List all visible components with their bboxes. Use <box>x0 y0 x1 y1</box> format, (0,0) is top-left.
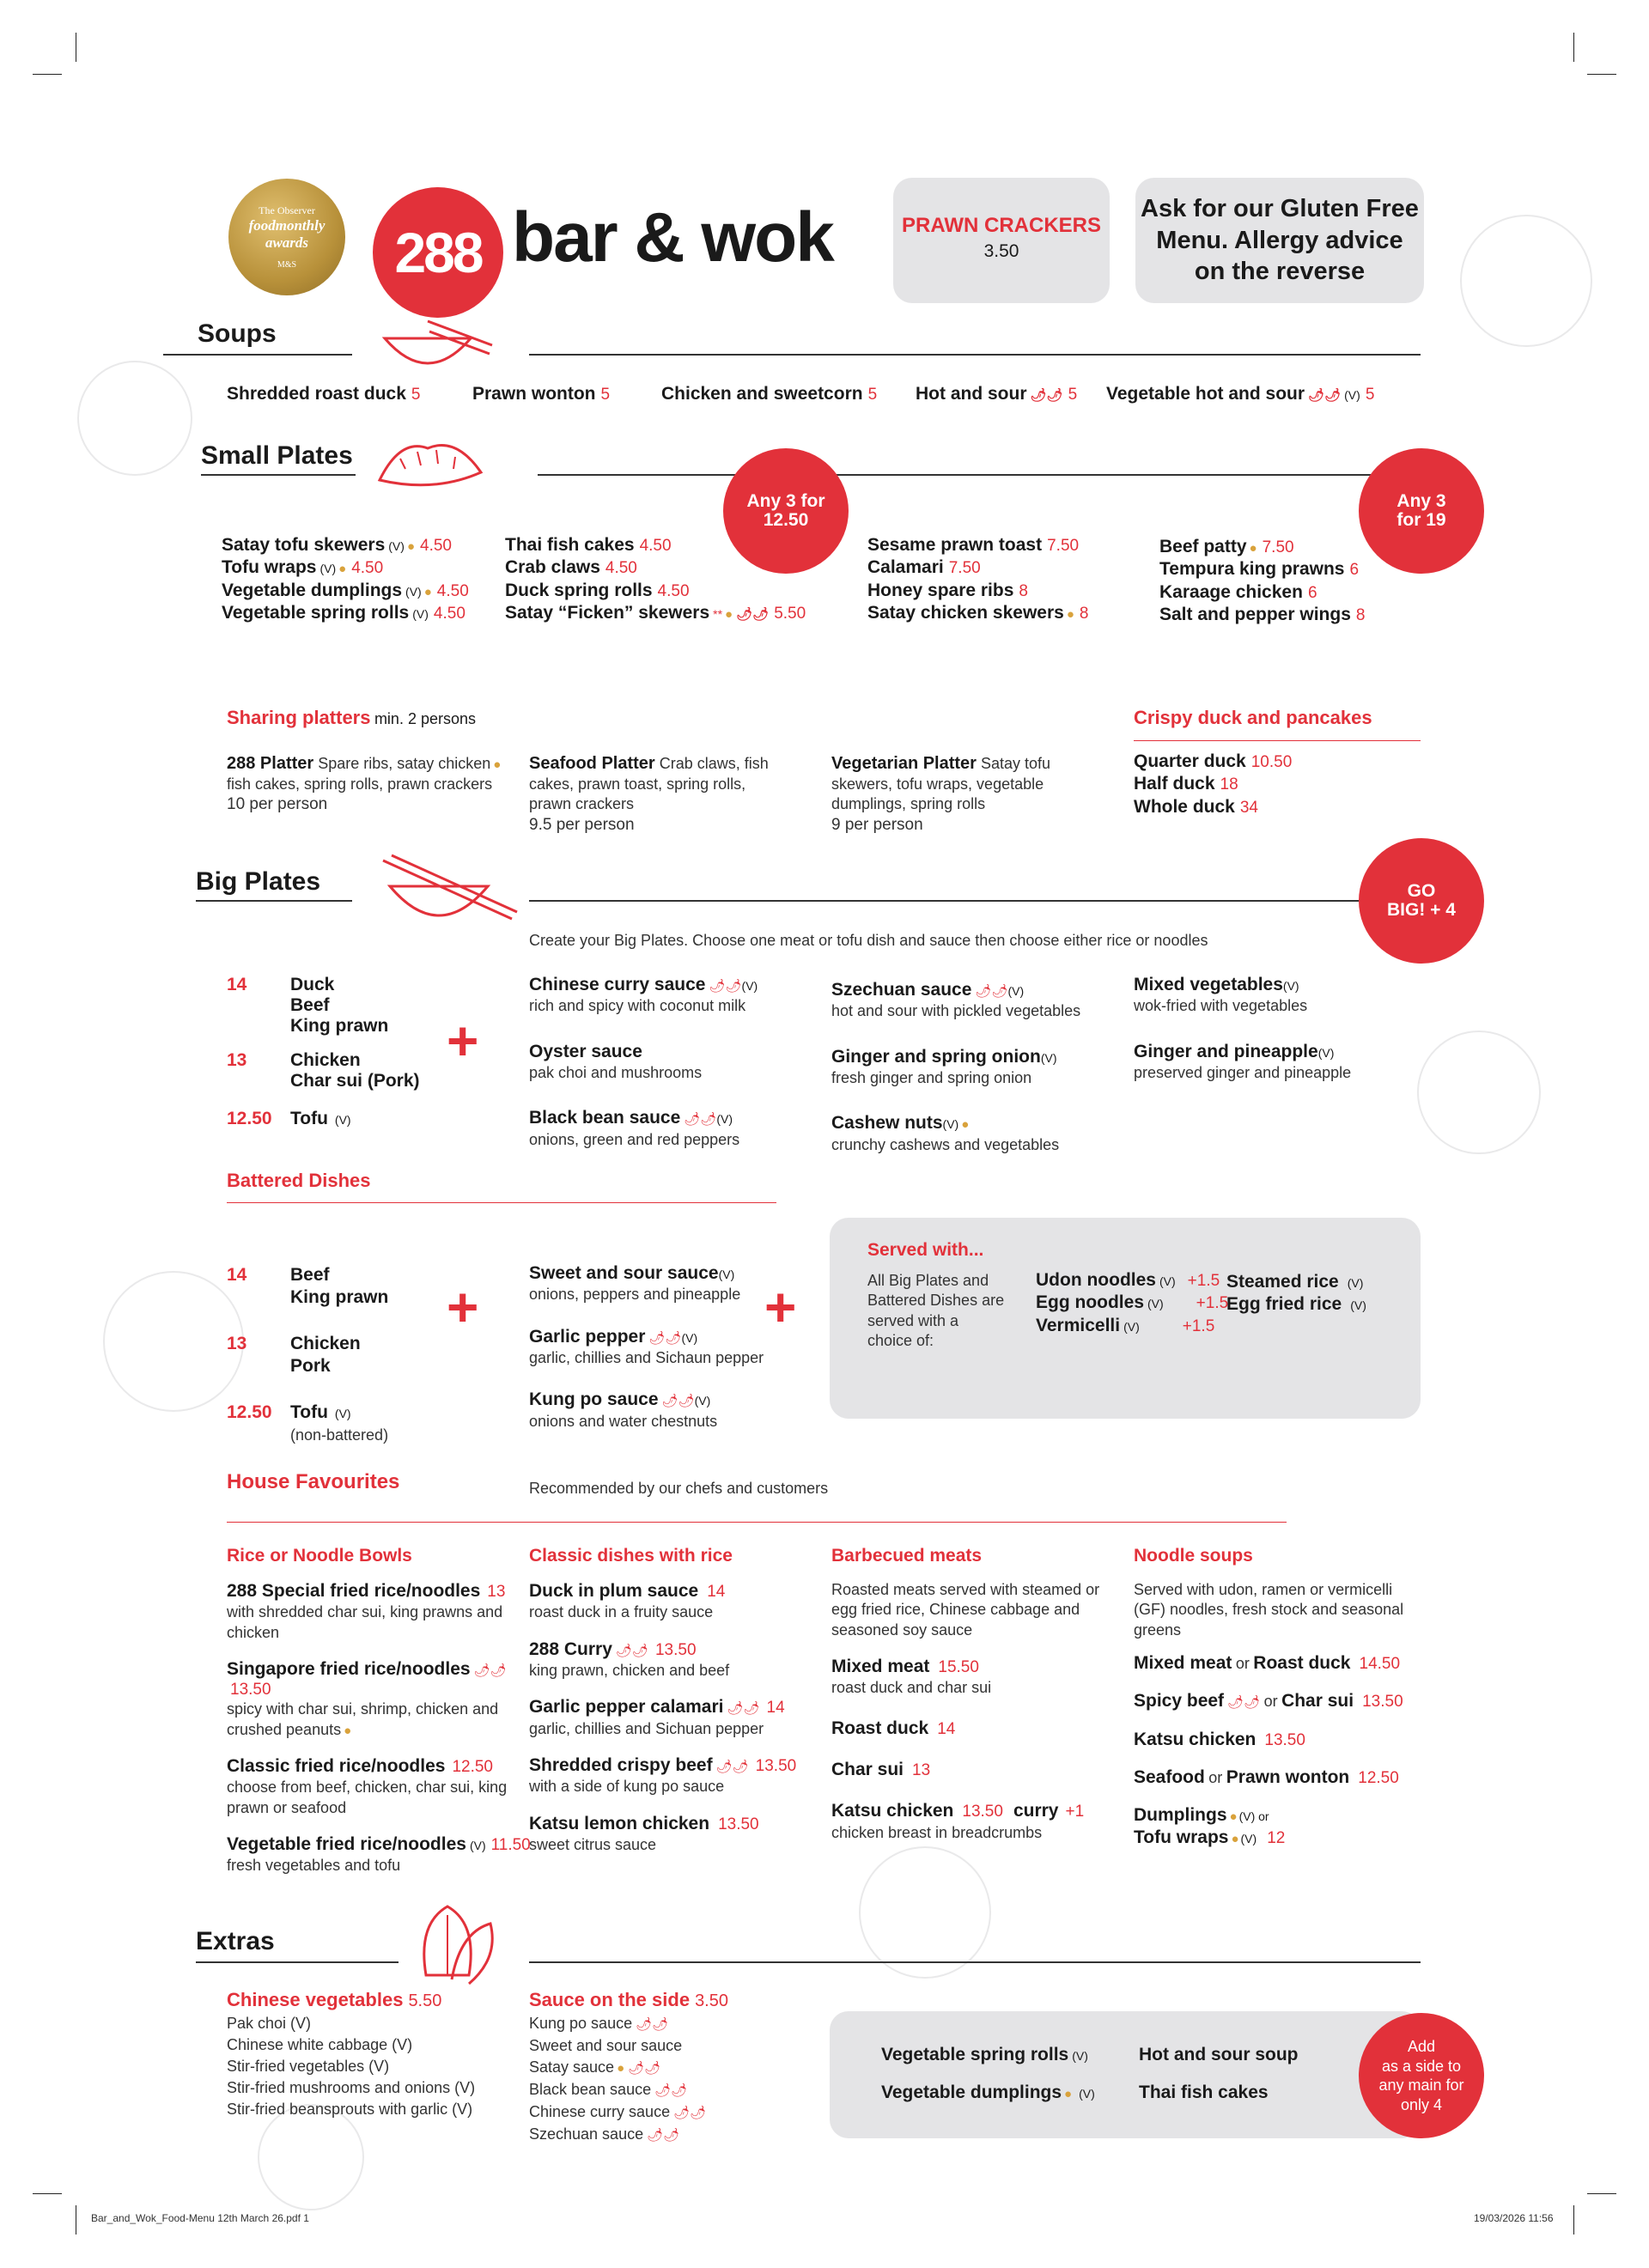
chili-icon: 🌶🌶 <box>715 1759 749 1774</box>
side-option[interactable]: Vegetable spring rolls (V) <box>881 2045 1088 2064</box>
menu-item[interactable]: Mixed meat 15.50 <box>831 1657 979 1677</box>
served-with-text: All Big Plates and Battered Dishes are served with a choice of: <box>867 1272 1005 1350</box>
section-title-extras: Extras <box>196 1927 275 1955</box>
sauce-option[interactable]: Ginger and pineapple(V) <box>1134 1041 1335 1061</box>
sauce-col2: Szechuan sauce 🌶🌶(V) hot and sour with pickled vegetables Ginger and spring onion(V) fresh ginger and spring onion Cashew nuts(V) ● crunchy cashews and vegetables <box>831 980 1081 1153</box>
divider <box>201 474 356 476</box>
peanut-icon: ● <box>1229 1809 1238 1825</box>
crop-mark <box>1587 74 1616 75</box>
chili-icon: 🌶🌶 <box>654 2083 688 2098</box>
footer-filename: Bar_and_Wok_Food-Menu 12th March 26.pdf 1 <box>91 2212 309 2224</box>
peanut-icon: ● <box>1064 2087 1073 2101</box>
peanut-icon: ● <box>406 539 415 554</box>
peanut-icon: ● <box>493 757 502 772</box>
protein-option[interactable]: King prawn <box>290 1016 389 1036</box>
noodle-soups <box>1134 1546 1426 1850</box>
menu-item[interactable]: 288 Curry 🌶🌶 13.50 <box>529 1639 697 1659</box>
menu-item[interactable]: Roast duck 14 <box>831 1718 956 1738</box>
menu-item[interactable]: Satay chicken skewers ● 8 <box>867 602 1089 623</box>
gluten-line: Menu. Allergy advice <box>1156 226 1403 254</box>
award-badge <box>228 179 345 295</box>
chili-icon: 🌶🌶 <box>673 2106 707 2120</box>
sauce-option[interactable]: Mixed vegetables(V) <box>1134 975 1299 994</box>
chinese-vegetables: Chinese vegetables 5.50 Pak choi (V) Chinese white cabbage (V) Stir-fried vegetables (V) Stir-fried mushrooms and onions (V) Stir-fried beansprouts with garlic (V) <box>227 1989 475 2120</box>
chili-icon: 🌶🌶 <box>975 984 1008 999</box>
section-title-soups: Soups <box>198 319 277 348</box>
price: 12.50 <box>227 1402 272 1422</box>
prawn-crackers-box <box>893 178 1110 303</box>
chili-icon: 🌶🌶 <box>473 1663 507 1679</box>
noodle-options <box>1036 1269 1228 1337</box>
peanut-icon: ● <box>1249 541 1257 556</box>
category-heading: Barbecued meats <box>831 1546 983 1566</box>
vegetable-option[interactable]: Stir-fried vegetables (V) <box>227 2058 390 2075</box>
go-big-badge: GO BIG! + 4 <box>1359 838 1484 964</box>
rice-noodle-bowls: Rice or Noodle Bowls 288 Special fried rice/noodles 13 with shredded char sui, king prawns and chicken Singapore fried rice/noodles 🌶🌶13.50 spicy with char sui, shrimp, chicken and crushed peanuts ● Classic fried rice/noodles 12.50 choose from beef, chicken, char sui, king prawn or seafood Vegetable fried rice/noodles (V) 11.50 fresh vegetables and tofu <box>227 1546 531 1875</box>
sauce-col1: Chinese curry sauce 🌶🌶(V) rich and spicy with coconut milk Oyster sauce pak choi and mushrooms Black bean sauce 🌶🌶(V) onions, green and red peppers <box>529 975 758 1148</box>
menu-item[interactable]: Satay tofu skewers (V) ● 4.50 <box>222 535 452 555</box>
menu-item[interactable]: Satay “Ficken” skewers ** ● 🌶🌶 5.50 <box>505 602 806 623</box>
footer-date: 19/03/2026 11:56 <box>1474 2212 1554 2224</box>
menu-item[interactable]: Katsu chicken 13.50 <box>1134 1729 1305 1749</box>
gluten-line: Ask for our Gluten Free <box>1141 195 1419 222</box>
noodle-option[interactable]: Udon noodles (V) +1.5 <box>1036 1270 1220 1290</box>
crispy-duck-list <box>1134 751 1292 818</box>
noodle-bowl-icon <box>374 850 520 936</box>
category-intro: Roasted meats served with steamed or egg fried rice, Chinese cabbage and seasoned soy sauce <box>831 1581 1100 1639</box>
chili-icon: 🌶🌶 <box>661 1394 695 1409</box>
vegetable-option[interactable]: Stir-fried beansprouts with garlic (V) <box>227 2101 473 2118</box>
soup-item[interactable]: Chicken and sweetcorn 5 <box>661 384 878 404</box>
price: 13 <box>227 1050 247 1070</box>
background-doodle <box>77 361 192 476</box>
award-line: foodmonthly <box>248 217 326 234</box>
soup-item[interactable]: Hot and sour 🌶🌶 5 <box>916 384 1078 404</box>
big-plates-intro: Create your Big Plates. Choose one meat or tofu dish and sauce then choose either rice or noodles <box>529 932 1208 949</box>
category-intro: Served with udon, ramen or vermicelli (GF) noodles, fresh stock and seasonal greens <box>1134 1581 1404 1639</box>
rice-option[interactable]: Egg fried rice (V) <box>1226 1294 1366 1315</box>
sauce-option[interactable]: Kung po sauce 🌶🌶 <box>529 2015 669 2032</box>
menu-item[interactable]: Beef patty ● 7.50 <box>1159 537 1294 556</box>
divider <box>529 900 1362 902</box>
chili-icon: 🌶🌶 <box>615 1643 648 1658</box>
award-line: The Observer <box>259 204 315 216</box>
sauce-option[interactable]: Szechuan sauce 🌶🌶 <box>529 2125 680 2143</box>
soup-item[interactable]: Shredded roast duck 5 <box>227 384 421 404</box>
menu-item[interactable]: Classic fried rice/noodles 12.50 <box>227 1756 493 1777</box>
divider <box>1134 740 1421 741</box>
served-with-box <box>830 1218 1421 1419</box>
bok-choy-icon <box>409 1898 503 1992</box>
price: 14 <box>227 1265 247 1285</box>
chili-icon: 🌶🌶 <box>709 979 742 994</box>
menu-item[interactable]: Honey spare ribs 8 <box>867 580 1028 600</box>
gluten-line: on the reverse <box>1194 258 1366 286</box>
chili-icon: 🌶🌶 <box>736 606 770 622</box>
protein-option[interactable]: Chicken <box>290 1050 361 1070</box>
category-heading: Rice or Noodle Bowls <box>227 1546 412 1566</box>
menu-item[interactable]: Salt and pepper wings 8 <box>1159 604 1366 624</box>
deal-badge: Any 3 for 19 <box>1359 448 1484 574</box>
divider <box>196 900 352 902</box>
sauce-option[interactable]: Garlic pepper 🌶🌶(V) <box>529 1326 698 1347</box>
soup-item[interactable]: Prawn wonton 5 <box>472 384 611 404</box>
barbecued-meats: Barbecued meats Roasted meats served with steamed or egg fried rice, Chinese cabbage and seasoned soy sauce Mixed meat 15.50 roast duck and char sui Roast duck 14 Char sui 13 Katsu chicken 13.50 curry +1 chicken breast in breadcrumbs <box>831 1546 1115 1843</box>
menu-item[interactable]: Tempura king prawns 6 <box>1159 559 1360 580</box>
gluten-free-box <box>1135 178 1424 303</box>
menu-item[interactable]: Shredded crispy beef 🌶🌶 13.50 <box>529 1754 797 1775</box>
menu-item[interactable]: Karaage chicken 6 <box>1159 581 1317 602</box>
side-option[interactable]: Hot and sour soup <box>1139 2045 1299 2064</box>
section-title-small-plates: Small Plates <box>201 441 353 470</box>
peanut-icon: ● <box>338 562 347 577</box>
classic-dishes: Classic dishes with rice Duck in plum sauce 14 roast duck in a fruity sauce 288 Curry 🌶🌶 13.50 king prawn, chicken and beef Garlic pepper calamari 🌶🌶 14 garlic, chillies and Sichuan pepper Shredded crispy beef 🌶🌶 13.50 with a side of kung po sauce Katsu lemon chicken 13.50 sweet citrus sauce <box>529 1546 812 1855</box>
price: 13 <box>227 1334 247 1353</box>
menu-item[interactable]: Quarter duck 10.50 <box>1134 751 1293 771</box>
menu-item[interactable]: Katsu chicken 13.50 curry +1 <box>831 1801 1085 1821</box>
menu-item[interactable]: 288 Special fried rice/noodles 13 <box>227 1581 506 1601</box>
small-plates-col2 <box>505 534 806 624</box>
crop-mark <box>1573 2205 1574 2235</box>
menu-item[interactable]: Calamari 7.50 <box>867 557 981 578</box>
peanut-icon: ● <box>1231 1832 1239 1847</box>
menu-item[interactable]: Vegetable fried rice/noodles (V) 11.50 <box>227 1834 531 1855</box>
divider <box>227 1202 776 1203</box>
protein-option[interactable]: Beef <box>290 1265 330 1285</box>
divider <box>163 354 352 356</box>
chili-icon: 🌶🌶 <box>636 2017 669 2032</box>
soup-bowl-icon <box>376 311 496 388</box>
tofu-note: (non-battered) <box>290 1426 389 1444</box>
sauce-option[interactable]: Sweet and sour sauce <box>529 2037 683 2054</box>
protein-option[interactable]: Char sui (Pork) <box>290 1071 420 1091</box>
deal-badge: Any 3 for 12.50 <box>723 448 849 574</box>
protein-option[interactable]: King prawn <box>290 1287 389 1307</box>
plus-icon: + <box>447 1010 479 1072</box>
menu-item[interactable]: Sesame prawn toast 7.50 <box>867 535 1080 555</box>
section-title-big-plates: Big Plates <box>196 867 321 896</box>
menu-item[interactable]: Vegetable dumplings (V) ● 4.50 <box>222 580 469 600</box>
divider <box>227 1522 1287 1523</box>
chili-icon: 🌶🌶 <box>1030 388 1063 403</box>
sauce-option[interactable]: Satay sauce ● 🌶🌶 <box>529 2058 661 2076</box>
protein-option[interactable]: Chicken <box>290 1334 361 1353</box>
divider <box>529 354 1421 356</box>
side-option[interactable]: Vegetable dumplings ● (V) <box>881 2083 1095 2102</box>
crop-mark <box>1587 2193 1616 2194</box>
crop-mark <box>33 74 62 75</box>
logo-circle <box>373 187 503 318</box>
side-option[interactable]: Thai fish cakes <box>1139 2083 1269 2102</box>
divider <box>538 474 1421 476</box>
platter-vegetarian[interactable]: Vegetarian Platter Satay tofu skewers, tofu wraps, vegetable dumplings, spring rolls 9 per person <box>831 754 1051 834</box>
rice-option[interactable]: Steamed rice (V) <box>1226 1272 1364 1292</box>
protein-option[interactable]: Tofu (V) <box>290 1109 351 1128</box>
noodle-option[interactable]: Egg noodles (V) +1.5 <box>1036 1292 1229 1313</box>
battered-heading: Battered Dishes <box>227 1170 371 1191</box>
sauce-on-the-side: Sauce on the side 3.50 Kung po sauce 🌶🌶 Sweet and sour sauce Satay sauce ● 🌶🌶 Black bean sauce 🌶🌶 Chinese curry sauce 🌶🌶 Szechuan sauce 🌶🌶 <box>529 1989 728 2146</box>
peanut-icon: ● <box>961 1117 970 1133</box>
menu-item[interactable]: Crab claws 4.50 <box>505 557 637 578</box>
sauce-option[interactable]: Kung po sauce 🌶🌶(V) <box>529 1389 711 1410</box>
menu-item[interactable]: Thai fish cakes 4.50 <box>505 535 672 555</box>
chili-icon: 🌶🌶 <box>727 1701 760 1717</box>
sauce-option[interactable]: Ginger and spring onion(V) <box>831 1046 1057 1067</box>
sauce-option[interactable]: Szechuan sauce 🌶🌶(V) <box>831 980 1025 1000</box>
peanut-icon: ● <box>344 1723 352 1738</box>
platter-288[interactable]: 288 Platter Spare ribs, satay chicken ● fish cakes, spring rolls, prawn crackers 10 per person <box>227 754 502 814</box>
protein-option[interactable]: Tofu (V) <box>290 1402 351 1422</box>
sauce-option[interactable]: Black bean sauce 🌶🌶(V) <box>529 1108 733 1128</box>
house-favourites-sub: Recommended by our chefs and customers <box>529 1480 829 1497</box>
plus-icon: + <box>764 1276 797 1338</box>
prawn-crackers-price: 3.50 <box>983 241 1019 261</box>
background-doodle <box>1417 1031 1541 1154</box>
served-with-heading: Served with... <box>867 1240 984 1260</box>
vegetable-option[interactable]: Stir-fried mushrooms and onions (V) <box>227 2079 476 2096</box>
background-doodle <box>103 1271 247 1412</box>
protein-option[interactable]: Beef <box>290 995 330 1015</box>
divider <box>196 1961 399 1963</box>
chili-icon: 🌶🌶 <box>628 2061 661 2076</box>
menu-item[interactable]: Tofu wraps (V) ● 4.50 <box>222 557 384 578</box>
award-line: awards <box>265 234 309 251</box>
menu-item[interactable]: Garlic pepper calamari 🌶🌶 14 <box>529 1697 785 1718</box>
menu-item[interactable]: Mixed meat or Roast duck 14.50 <box>1134 1653 1401 1674</box>
soup-item[interactable]: Vegetable hot and sour 🌶🌶 (V) 5 <box>1106 384 1375 404</box>
plus-icon: + <box>447 1276 479 1338</box>
menu-item[interactable]: Whole duck 34 <box>1134 796 1258 817</box>
sauce-option[interactable]: Chinese curry sauce 🌶🌶(V) <box>529 975 758 994</box>
small-plates-col3 <box>867 534 1088 624</box>
price: 14 <box>227 975 247 994</box>
protein-option[interactable]: Pork <box>290 1356 331 1376</box>
sauce-option[interactable]: Sweet and sour sauce(V) <box>529 1263 735 1283</box>
battered-sauces: Sweet and sour sauce(V) onions, peppers and pineapple Garlic pepper 🌶🌶(V) garlic, chillies and Sichaun pepper Kung po sauce 🌶🌶(V) onions and water chestnuts <box>529 1263 764 1430</box>
menu-item[interactable]: Duck spring rolls 4.50 <box>505 580 690 600</box>
peanut-icon: ● <box>423 584 432 599</box>
crop-mark <box>1573 33 1574 62</box>
price: 12.50 <box>227 1109 272 1128</box>
background-doodle <box>1460 215 1592 347</box>
small-plates-col1 <box>222 534 469 624</box>
chili-icon: 🌶🌶 <box>684 1112 717 1128</box>
crispy-duck-heading: Crispy duck and pancakes <box>1134 707 1372 728</box>
chili-icon: 🌶🌶 <box>648 1330 682 1346</box>
menu-item[interactable]: Char sui 13 <box>831 1760 931 1780</box>
platter-seafood[interactable]: Seafood Platter Crab claws, fish cakes, prawn toast, spring rolls, prawn crackers 9.5 per person <box>529 754 769 834</box>
chili-icon: 🌶🌶 <box>1227 1695 1261 1711</box>
menu-item[interactable]: Half duck 18 <box>1134 774 1238 794</box>
chili-icon: 🌶🌶 <box>647 2128 680 2143</box>
menu-item[interactable]: Vegetable spring rolls (V) 4.50 <box>222 602 465 623</box>
vegetable-option[interactable]: Pak choi (V) <box>227 2015 312 2032</box>
background-doodle <box>859 1846 991 1979</box>
category-heading: Classic dishes with rice <box>529 1546 733 1566</box>
peanut-icon: ● <box>1066 606 1074 622</box>
menu-item[interactable]: Seafood or Prawn wonton 12.50 <box>1134 1766 1399 1787</box>
menu-item[interactable]: Singapore fried rice/noodles 🌶🌶13.50 <box>227 1659 507 1699</box>
crop-mark <box>33 2193 62 2194</box>
vegetable-option[interactable]: Chinese white cabbage (V) <box>227 2036 413 2053</box>
sauce-option[interactable]: Cashew nuts(V) ● <box>831 1113 970 1134</box>
sides-box <box>830 2011 1421 2138</box>
sauce-option[interactable]: Chinese curry sauce 🌶🌶 <box>529 2103 707 2120</box>
chili-icon: 🌶🌶 <box>1308 388 1342 403</box>
noodle-option[interactable]: Vermicelli (V) +1.5 <box>1036 1315 1215 1335</box>
peanut-icon: ● <box>617 2061 625 2076</box>
menu-item[interactable]: Spicy beef 🌶🌶 or Char sui 13.50 <box>1134 1691 1403 1712</box>
sauce-option[interactable]: Oyster sauce <box>529 1041 642 1061</box>
menu-item[interactable]: Dumplings ● (V) or <box>1134 1805 1269 1826</box>
divider <box>529 1961 1421 1963</box>
menu-item[interactable]: Duck in plum sauce 14 <box>529 1581 726 1601</box>
menu-item[interactable]: Tofu wraps ● (V) 12 <box>1134 1827 1286 1848</box>
logo-text: bar & wok <box>512 198 833 277</box>
sharing-heading: Sharing platters min. 2 persons <box>227 707 476 728</box>
rice-options <box>1226 1271 1366 1316</box>
peanut-icon: ● <box>725 606 733 622</box>
menu-item[interactable]: Katsu lemon chicken 13.50 <box>529 1813 759 1833</box>
house-favourites-heading: House Favourites <box>227 1470 400 1493</box>
category-heading: Noodle soups <box>1134 1546 1253 1566</box>
logo-number: 288 <box>394 221 482 284</box>
add-side-badge: Add as a side to any main for only 4 <box>1359 2013 1484 2138</box>
sauce-option[interactable]: Black bean sauce 🌶🌶 <box>529 2081 688 2098</box>
prawn-crackers-label: PRAWN CRACKERS <box>901 214 1101 237</box>
sauce-col3: Mixed vegetables(V) wok-fried with vegetables Ginger and pineapple(V) preserved ginger and pineapple <box>1134 975 1352 1081</box>
small-plates-col4 <box>1159 536 1365 626</box>
dumpling-icon <box>374 433 486 493</box>
protein-option[interactable]: Duck <box>290 975 335 994</box>
award-sponsor: M&S <box>277 260 297 270</box>
